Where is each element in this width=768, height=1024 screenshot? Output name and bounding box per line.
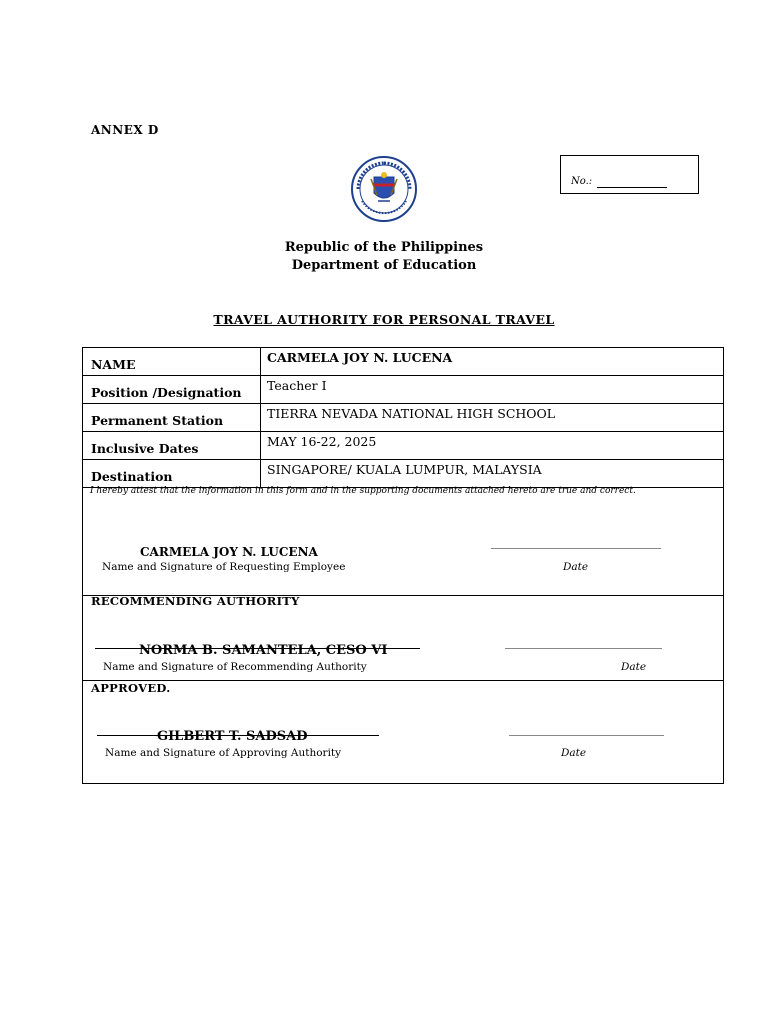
field-row-destination bbox=[83, 460, 723, 488]
field-row-dates bbox=[83, 432, 723, 460]
travel-authority-form bbox=[82, 347, 724, 784]
annex-label: ANNEX D bbox=[91, 123, 159, 137]
attestation-text: I hereby attest that the information in this form and in the supporting documents attached hereto are true and correct. bbox=[90, 486, 636, 496]
section-divider bbox=[83, 680, 723, 681]
field-label: Destination bbox=[91, 469, 173, 484]
approved-heading: APPROVED. bbox=[91, 681, 171, 695]
employee-date-line[interactable] bbox=[491, 548, 661, 549]
form-title: TRAVEL AUTHORITY FOR PERSONAL TRAVEL bbox=[213, 312, 555, 327]
department-heading: Department of Education bbox=[291, 258, 477, 273]
field-label: Permanent Station bbox=[91, 413, 224, 428]
field-value-position[interactable]: Teacher I bbox=[267, 378, 327, 393]
recommending-name: NORMA B. SAMANTELA, CESO VI bbox=[139, 643, 388, 658]
employee-caption: Name and Signature of Requesting Employee bbox=[102, 561, 346, 573]
number-label: No.: bbox=[571, 176, 593, 187]
field-value-dates[interactable]: MAY 16-22, 2025 bbox=[267, 434, 377, 449]
approving-caption: Name and Signature of Approving Authority bbox=[105, 747, 342, 759]
field-row-name bbox=[83, 348, 723, 376]
number-field[interactable] bbox=[597, 187, 667, 188]
field-label: Inclusive Dates bbox=[91, 441, 199, 456]
deped-seal-icon bbox=[350, 155, 418, 223]
recommending-heading: RECOMMENDING AUTHORITY bbox=[91, 594, 300, 608]
employee-name: CARMELA JOY N. LUCENA bbox=[140, 545, 318, 559]
approving-name: GILBERT T. SADSAD bbox=[157, 729, 308, 744]
field-label: NAME bbox=[91, 357, 136, 372]
number-box bbox=[560, 155, 699, 194]
recommending-caption: Name and Signature of Recommending Authority bbox=[103, 661, 367, 673]
field-label: Position /Designation bbox=[91, 385, 242, 400]
employee-date-label: Date bbox=[563, 561, 589, 573]
field-value-name[interactable]: CARMELA JOY N. LUCENA bbox=[267, 350, 453, 365]
field-row-position bbox=[83, 376, 723, 404]
recommending-date-line[interactable] bbox=[505, 648, 662, 649]
field-value-destination[interactable]: SINGAPORE/ KUALA LUMPUR, MALAYSIA bbox=[267, 462, 542, 477]
recommending-date-label: Date bbox=[621, 661, 647, 673]
republic-heading: Republic of the Philippines bbox=[284, 240, 484, 255]
field-value-station[interactable]: TIERRA NEVADA NATIONAL HIGH SCHOOL bbox=[267, 406, 556, 421]
approving-date-label: Date bbox=[561, 747, 587, 759]
approving-date-line[interactable] bbox=[509, 735, 664, 736]
field-row-station bbox=[83, 404, 723, 432]
